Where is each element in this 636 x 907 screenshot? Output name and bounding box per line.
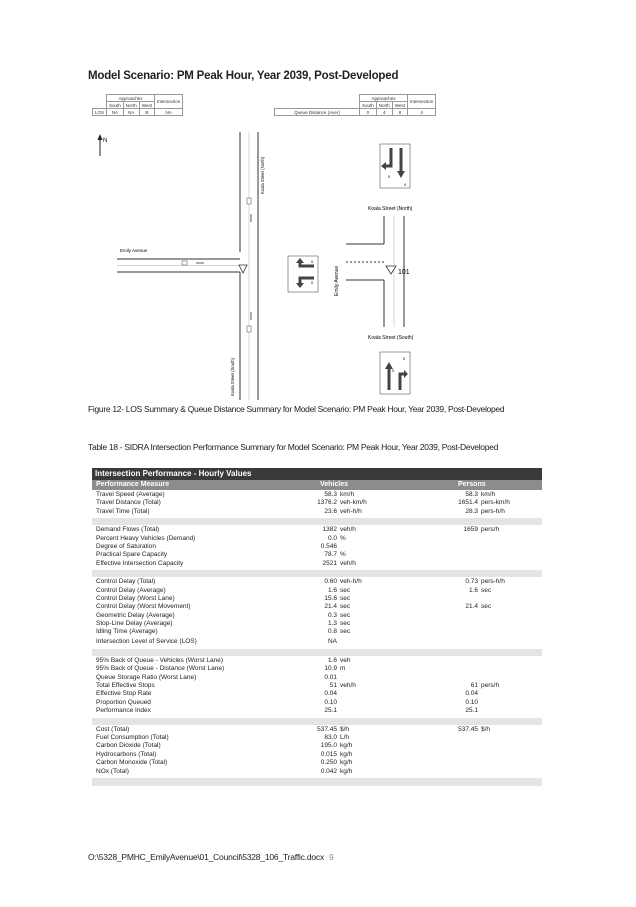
los-summary-table: [92, 94, 183, 116]
measure-cell: Geometric Delay (Average): [96, 611, 175, 619]
vehicles-value: 0.250: [320, 759, 337, 767]
measure-cell: Carbon Dioxide (Total): [96, 742, 161, 750]
table-row: [92, 587, 542, 595]
table-row: [92, 742, 542, 750]
lane-marker: [247, 326, 251, 332]
table-row: [92, 603, 542, 611]
vehicles-value: 537.45: [317, 725, 337, 733]
vehicles-unit: m: [340, 665, 346, 673]
west-approach-box: [288, 256, 318, 292]
performance-table-body: [92, 490, 542, 778]
vehicles-value: 15.6: [324, 594, 337, 602]
persons-value: 1.6: [468, 586, 478, 594]
table-row: [92, 674, 542, 682]
intersection-diagram: [92, 132, 542, 400]
vehicles-value: 58.3: [324, 491, 337, 498]
vehicles-value: 0.015: [320, 750, 337, 758]
lane-marker: [182, 261, 187, 265]
west-box-top-value: 0: [311, 259, 314, 264]
measure-cell: Intersection Level of Service (LOS): [96, 637, 197, 645]
persons-value: 21.4: [465, 603, 478, 611]
cell-intersection: NA: [154, 109, 182, 116]
vehicles-unit: veh/h: [340, 559, 356, 567]
persons-unit: sec: [481, 603, 492, 611]
left-south-street-label: Koala Street (South): [230, 358, 235, 396]
measure-cell: Carbon Monoxide (Total): [96, 759, 168, 767]
vehicles-unit: sec: [340, 594, 351, 602]
vehicles-value: 0.546: [320, 542, 337, 550]
measure-cell: Effective Intersection Capacity: [96, 559, 184, 567]
cell-north: NA: [123, 109, 139, 116]
approaches-header: Approaches: [360, 95, 408, 102]
persons-unit: km/h: [481, 491, 496, 498]
col-north: North: [123, 102, 139, 109]
table-row: [92, 751, 542, 759]
measure-cell: Cost (Total): [96, 725, 130, 733]
measure-cell: Performance Index: [96, 707, 151, 715]
vehicles-value: 1376.2: [317, 499, 337, 507]
vehicles-value: 10.9: [324, 665, 337, 673]
vehicles-value: 0.8: [327, 628, 337, 636]
south-approach-box: [380, 352, 410, 394]
measure-cell: Idling Time (Average): [96, 628, 158, 636]
measure-cell: 95% Back of Queue - Distance (Worst Lane): [96, 665, 225, 673]
measure-cell: Degree of Saturation: [96, 542, 156, 550]
table-row: [92, 526, 542, 534]
vehicles-value: 23.6: [324, 507, 337, 515]
persons-value: 28.3: [465, 507, 478, 515]
cell-north: 4: [376, 109, 392, 116]
table-row: [92, 535, 542, 543]
table-row: [92, 734, 542, 742]
north-box-right-value: 4: [404, 182, 407, 187]
vehicles-unit: veh-h/h: [340, 507, 362, 515]
measure-cell: NOx (Total): [96, 767, 129, 775]
right-north-street-label: Koala Street (North): [368, 206, 413, 212]
vehicles-value: 21.4: [324, 603, 337, 611]
performance-table-header: [92, 480, 542, 490]
vehicles-unit: %: [340, 534, 346, 542]
persons-value: 61: [470, 682, 478, 690]
measure-cell: Practical Spare Capacity: [96, 551, 168, 559]
group-separator: [92, 518, 542, 525]
table-row: [92, 578, 542, 586]
measure-cell: Fuel Consumption (Total): [96, 733, 169, 741]
vehicles-value: 1382: [322, 526, 337, 534]
table-row: [92, 612, 542, 620]
persons-unit: pers-km/h: [481, 499, 510, 507]
vehicles-value: 1.6: [327, 656, 337, 664]
table-row: [92, 628, 542, 636]
group-separator: [92, 570, 542, 577]
north-approach-box: [380, 144, 410, 188]
persons-unit: $/h: [481, 725, 491, 733]
cell-south: 0: [360, 109, 377, 116]
table-row: [92, 682, 542, 690]
approaches-header: Approaches: [107, 95, 155, 102]
table-row: [92, 759, 542, 767]
measure-group: [92, 656, 542, 718]
vehicles-value: 51: [329, 682, 337, 690]
header-measure: Performance Measure: [96, 481, 170, 488]
persons-value: 25.1: [465, 707, 478, 715]
table-row: [92, 508, 542, 516]
measure-cell: Stop-Line Delay (Average): [96, 620, 173, 628]
left-road-network: [117, 132, 258, 400]
col-west: West: [139, 102, 154, 109]
measure-cell: Total Effective Stops: [96, 682, 155, 690]
measure-cell: Control Delay (Total): [96, 578, 156, 586]
south-box-right-value: 0: [403, 356, 406, 361]
persons-unit: pers/h: [481, 526, 500, 534]
table-row: [92, 637, 542, 647]
vehicles-unit: kg/h: [340, 767, 353, 775]
right-schematic: [346, 216, 404, 327]
measure-cell: 95% Back of Queue - Vehicles (Worst Lane): [96, 656, 224, 664]
right-emily-label: Emily Avenue: [334, 265, 340, 296]
vehicles-unit: veh/h: [340, 682, 356, 690]
north-box-left-value: 0: [388, 174, 391, 179]
group-separator: [92, 649, 542, 656]
cell-south: NA: [107, 109, 124, 116]
right-south-street-label: Koala Street (South): [368, 335, 414, 341]
vehicles-unit: sec: [340, 586, 351, 594]
vehicles-value: 83.0: [324, 733, 337, 741]
col-north: North: [376, 102, 392, 109]
table-row: [92, 707, 542, 715]
performance-table: [92, 468, 542, 786]
figure-caption: Figure 12- LOS Summary & Queue Distance Summary for Model Scenario: PM Peak Hour, Year 2039, Post-Developed: [88, 404, 505, 414]
measure-group: [92, 490, 542, 518]
south-box-left-value: 0: [392, 368, 395, 373]
vehicles-value: 0.04: [324, 690, 337, 698]
col-south: South: [360, 102, 377, 109]
vehicles-unit: sec: [340, 628, 351, 636]
measure-cell: Proportion Queued: [96, 698, 151, 706]
north-arrow-icon: [98, 134, 103, 156]
performance-table-title: Intersection Performance - Hourly Values: [92, 468, 542, 480]
west-box-bottom-value: 0: [311, 280, 314, 285]
north-label: N: [103, 138, 108, 144]
row-label: LOS: [93, 109, 107, 116]
vehicles-value: 25.1: [324, 707, 337, 715]
persons-value: 1659: [463, 526, 478, 534]
page-number: 9: [329, 852, 334, 862]
table-row: [92, 543, 542, 551]
table-row: [92, 560, 542, 568]
persons-value: 1651.4: [458, 499, 478, 507]
persons-value: 0.04: [465, 690, 478, 698]
vehicles-value: 0.3: [327, 611, 337, 619]
measure-cell: Percent Heavy Vehicles (Demand): [96, 534, 196, 542]
vehicles-value: 195.0: [320, 742, 337, 750]
persons-value: 0.10: [465, 698, 478, 706]
col-west: West: [392, 102, 407, 109]
vehicles-unit: veh/h: [340, 526, 356, 534]
vehicles-unit: L/h: [340, 733, 350, 741]
cell-west: 8: [392, 109, 407, 116]
table-row: [92, 595, 542, 603]
give-way-icon: [239, 265, 247, 273]
table-row: [92, 726, 542, 734]
performance-table-footer: [92, 778, 542, 786]
vehicles-value: 2521: [322, 559, 337, 567]
lane-marker: [247, 198, 251, 204]
persons-value: 58.3: [465, 491, 478, 498]
measure-group: [92, 725, 542, 778]
site-id: 101: [398, 269, 410, 276]
document-path: O:\5328_PMHC_EmilyAvenue\01_Council\5328_106_Traffic.docx: [88, 852, 325, 862]
persons-unit: pers-h/h: [481, 578, 505, 586]
vehicles-value: 1.3: [327, 620, 337, 628]
header-persons: Persons: [458, 481, 486, 488]
vehicles-unit: sec: [340, 620, 351, 628]
intersection-header: Intersection: [407, 95, 435, 109]
persons-unit: pers/h: [481, 682, 500, 690]
vehicles-unit: sec: [340, 611, 351, 619]
vehicles-unit: %: [340, 551, 346, 559]
measure-cell: Control Delay (Worst Lane): [96, 594, 175, 602]
vehicles-unit: km/h: [340, 491, 355, 498]
vehicles-unit: veh: [340, 656, 351, 664]
measure-cell: Control Delay (Average): [96, 586, 166, 594]
vehicles-unit: veh-km/h: [340, 499, 367, 507]
measure-cell: Travel Speed (Average): [96, 491, 165, 498]
table-row: [92, 499, 542, 507]
vehicles-unit: kg/h: [340, 759, 353, 767]
table-row: [92, 665, 542, 673]
measure-group: [92, 577, 542, 649]
table-row: [92, 690, 542, 698]
page-footer: [88, 852, 334, 862]
table-row: [92, 657, 542, 665]
table-row: [92, 768, 542, 776]
table-row: [92, 551, 542, 559]
table-row: [92, 699, 542, 707]
vehicles-value: 0.10: [324, 698, 337, 706]
give-way-icon: [386, 266, 396, 274]
measure-group: [92, 525, 542, 570]
page-heading: Model Scenario: PM Peak Hour, Year 2039, Post-Developed: [88, 70, 399, 82]
persons-unit: pers-h/h: [481, 507, 505, 515]
queue-summary-table: [274, 94, 436, 116]
vehicles-value: 78.7: [324, 551, 337, 559]
group-separator: [92, 718, 542, 725]
persons-value: 537.45: [458, 725, 478, 733]
measure-cell: Queue Storage Ratio (Worst Lane): [96, 673, 197, 681]
vehicles-unit: kg/h: [340, 742, 353, 750]
left-north-street-label: Koala Street (North): [260, 156, 265, 194]
table-row: [92, 491, 542, 499]
cell-west: B: [139, 109, 154, 116]
measure-cell: Effective Stop Rate: [96, 690, 152, 698]
measure-cell: Hydrocarbons (Total): [96, 750, 157, 758]
row-label: Queue Distance (Aver): [275, 109, 360, 116]
header-vehicles: Vehicles: [320, 481, 349, 488]
intersection-header: Intersection: [154, 95, 182, 109]
vehicles-unit: kg/h: [340, 750, 353, 758]
persons-unit: sec: [481, 586, 492, 594]
persons-value: 0.73: [465, 578, 478, 586]
vehicles-value: 0.01: [324, 673, 337, 681]
vehicles-unit: veh-h/h: [340, 578, 362, 586]
col-south: South: [107, 102, 124, 109]
cell-intersection: 4: [407, 109, 435, 116]
vehicles-value: 0.60: [324, 578, 337, 586]
measure-cell: Travel Time (Total): [96, 507, 150, 515]
vehicles-unit: sec: [340, 603, 351, 611]
vehicles-value: 0.0: [327, 534, 337, 542]
vehicles-value: NA: [327, 637, 337, 645]
vehicles-unit: $/h: [340, 725, 350, 733]
measure-cell: Demand Flows (Total): [96, 526, 160, 534]
table-row: [92, 620, 542, 628]
table-caption: Table 18 - SIDRA Intersection Performance Summary for Model Scenario: PM Peak Hour, Year 2039, Post-Developed: [88, 442, 498, 452]
measure-cell: Travel Distance (Total): [96, 499, 161, 507]
measure-cell: Control Delay (Worst Movement): [96, 603, 191, 611]
vehicles-value: 0.042: [320, 767, 337, 775]
left-emily-label: Emily Avenue: [120, 248, 148, 253]
vehicles-value: 1.6: [327, 586, 337, 594]
